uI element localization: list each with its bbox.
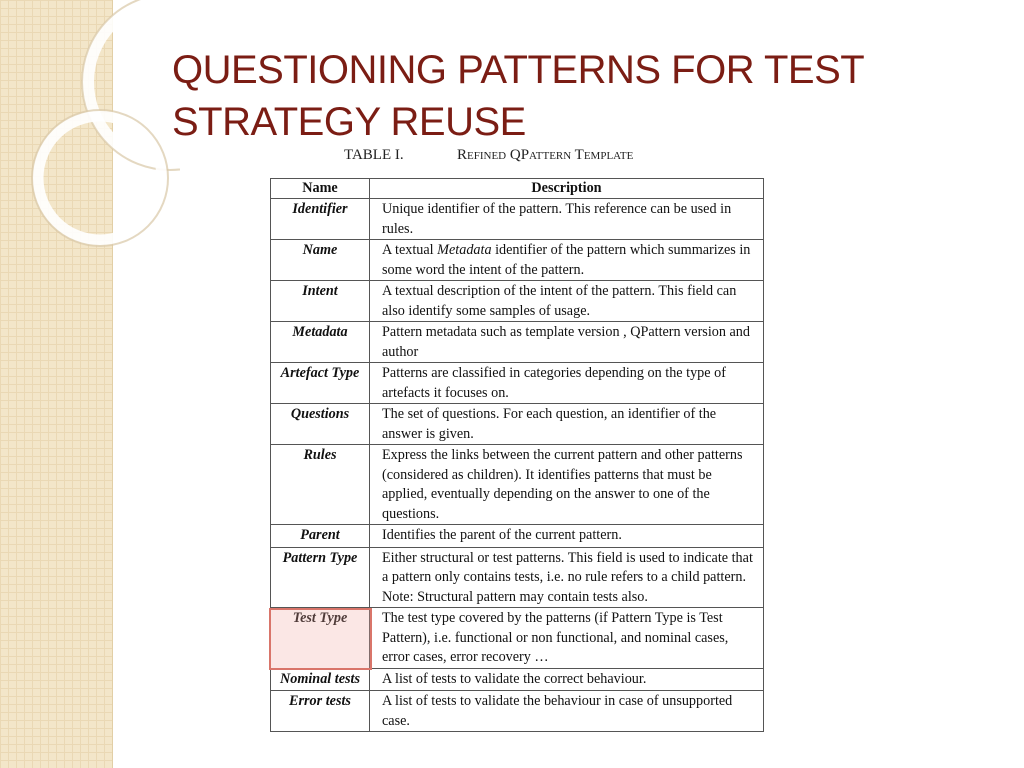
table-row	[271, 547, 764, 608]
table-caption-number: TABLE I.	[344, 147, 404, 163]
row-name-pattern-type: Pattern Type	[271, 547, 370, 608]
row-desc-name-emphasis: Metadata	[437, 242, 492, 258]
decorative-circle-large	[88, 0, 180, 164]
table-header-row	[271, 179, 764, 199]
table-row	[271, 525, 764, 548]
table-row	[271, 322, 764, 363]
table-row	[271, 608, 764, 669]
row-name-questions: Questions	[271, 404, 370, 445]
row-desc-metadata: Pattern metadata such as template version , QPattern version and author	[370, 322, 764, 363]
table-row	[271, 668, 764, 691]
slide-title: QUESTIONING PATTERNS FOR TEST STRATEGY REUSE	[172, 48, 864, 144]
row-desc-nominal-tests: A list of tests to validate the correct behaviour.	[370, 668, 764, 691]
row-name-intent: Intent	[271, 281, 370, 322]
row-name-identifier: Identifier	[271, 199, 370, 240]
table-row	[271, 240, 764, 281]
row-desc-name	[370, 240, 764, 281]
row-desc-intent: A textual description of the intent of the pattern. This field can also identify some samples of usage.	[370, 281, 764, 322]
table-row	[271, 691, 764, 732]
row-desc-artefact-type: Patterns are classified in categories depending on the type of artefacts it focuses on.	[370, 363, 764, 404]
row-desc-error-tests: A list of tests to validate the behaviour in case of unsupported case.	[370, 691, 764, 732]
row-desc-pattern-type: Either structural or test patterns. This field is used to indicate that a pattern only contains tests, i.e. no rule refers to a child pattern. Note: Structural pattern may contain tests also.	[370, 547, 764, 608]
qpattern-template-table	[270, 178, 764, 732]
row-name-test-type: Test Type	[271, 608, 370, 669]
table-row	[271, 445, 764, 525]
row-name-rules: Rules	[271, 445, 370, 525]
column-header-description: Description	[370, 179, 764, 199]
row-name-error-tests: Error tests	[271, 691, 370, 732]
row-desc-name-part1: A textual	[382, 242, 438, 258]
table-caption	[344, 147, 744, 164]
row-desc-name-part2: identifier of the pattern which summarizes in some word the intent of the pattern.	[382, 242, 751, 278]
table-caption-title: Refined QPattern Template	[457, 147, 634, 163]
row-name-name: Name	[271, 240, 370, 281]
row-name-nominal-tests: Nominal tests	[271, 668, 370, 691]
row-name-metadata: Metadata	[271, 322, 370, 363]
table-row	[271, 199, 764, 240]
row-name-artefact-type: Artefact Type	[271, 363, 370, 404]
row-desc-questions: The set of questions. For each question, an identifier of the answer is given.	[370, 404, 764, 445]
table-row	[271, 363, 764, 404]
table-row	[271, 281, 764, 322]
row-name-parent: Parent	[271, 525, 370, 548]
row-desc-parent: Identifies the parent of the current pattern.	[370, 525, 764, 548]
row-desc-test-type: The test type covered by the patterns (if Pattern Type is Test Pattern), i.e. functional or non functional, and nominal cases, error cases, error recovery …	[370, 608, 764, 669]
row-desc-rules: Express the links between the current pattern and other patterns (considered as children). It identifies patterns that must be applied, eventually depending on the answer to one of the questions.	[370, 445, 764, 525]
table-row	[271, 404, 764, 445]
decorative-circles	[0, 0, 180, 260]
decorative-circle-large-outline	[82, 0, 180, 170]
row-desc-identifier: Unique identifier of the pattern. This reference can be used in rules.	[370, 199, 764, 240]
column-header-name: Name	[271, 179, 370, 199]
